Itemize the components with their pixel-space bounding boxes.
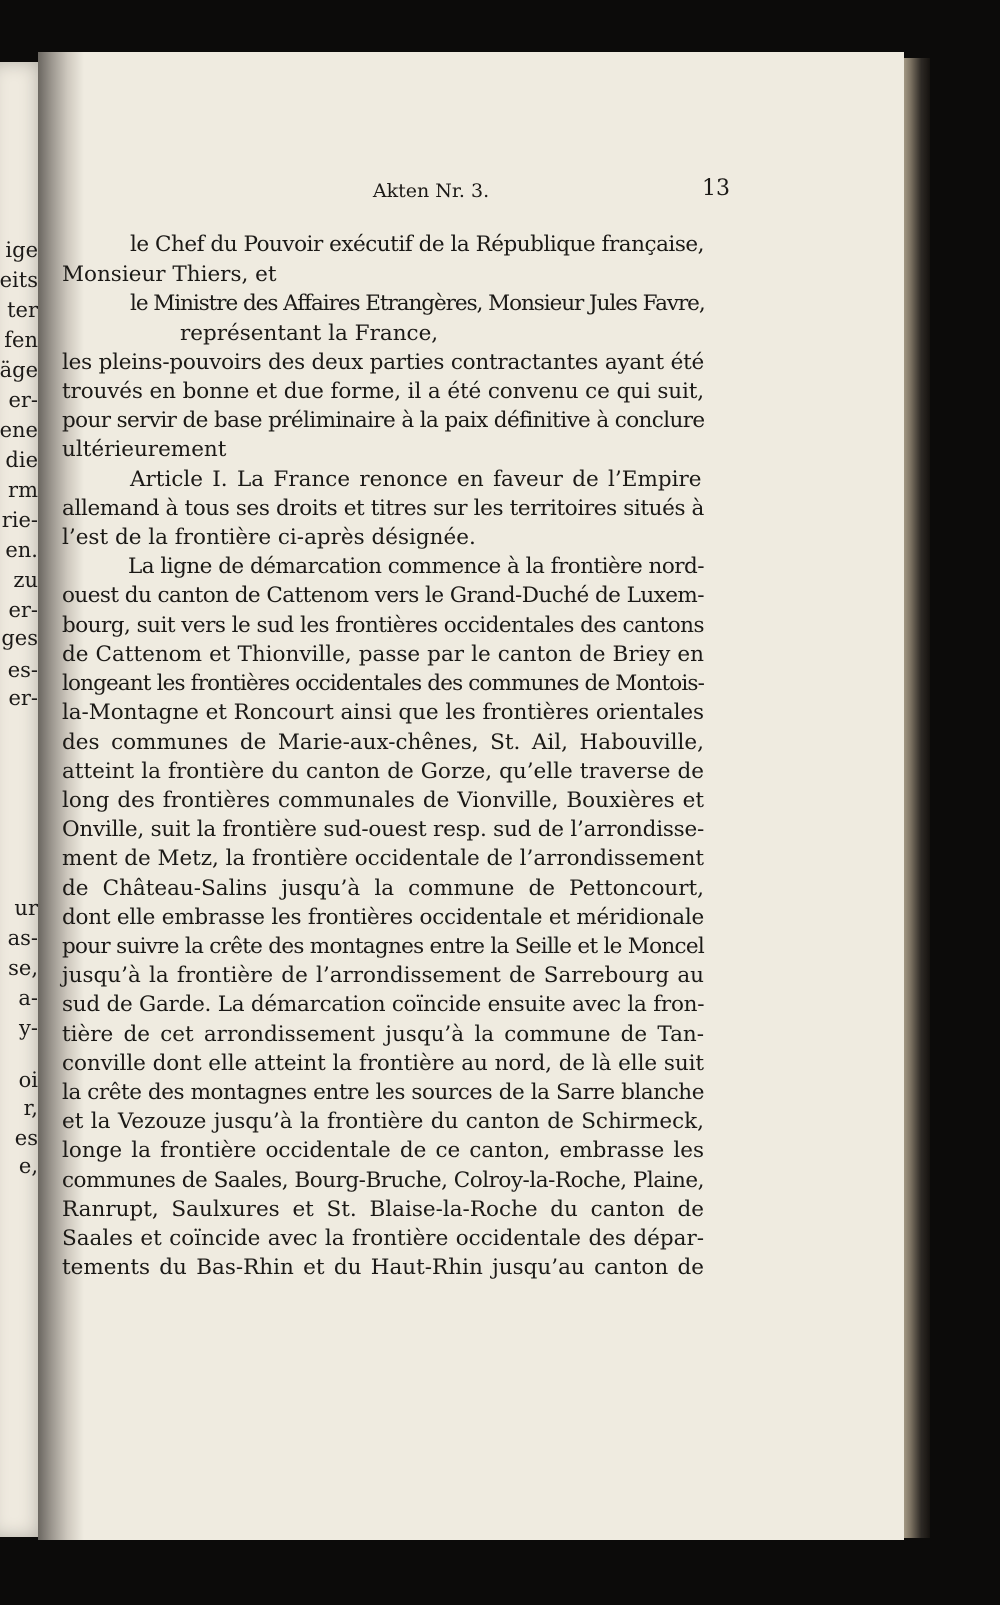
facing-page-fragment: die: [5, 448, 38, 472]
text-line: trouvés en bonne et due forme, il a été convenu ce qui suit,: [62, 379, 704, 404]
facing-page-fragment: er-: [8, 598, 38, 622]
text-line: Monsieur Thiers, et: [62, 262, 277, 287]
text-line: tements du Bas-Rhin et du Haut-Rhin jusqu’au canton de: [62, 1255, 704, 1280]
facing-page-fragment: e,: [18, 1154, 38, 1178]
facing-page-fragment: eits: [0, 268, 38, 292]
facing-page-fragment: as-: [7, 926, 38, 950]
text-line: pour servir de base préliminaire à la paix définitive à conclure: [62, 408, 705, 433]
text-line: long des frontières communales de Vionville, Bouxières et: [62, 788, 704, 813]
facing-page-fragment: ene: [0, 418, 38, 442]
text-line: l’est de la frontière ci-après désignée.: [62, 525, 476, 550]
text-line: jusqu’à la frontière de l’arrondissement de Sarrebourg au: [62, 963, 704, 988]
book-page: [38, 52, 904, 1540]
text-line: longe la frontière occidentale de ce canton, embrasse les: [62, 1138, 704, 1163]
facing-page-fragment: ter: [7, 298, 38, 322]
text-line: dont elle embrasse les frontières occidentale et méridionale: [62, 905, 704, 930]
text-line: Article I. La France renonce en faveur de l’Empire: [130, 467, 702, 492]
text-line: Saales et coïncide avec la frontière occidentale des dépar-: [62, 1226, 704, 1251]
text-line: ultérieurement: [62, 437, 227, 462]
facing-page-fragment: fen: [4, 328, 38, 352]
text-line: de Cattenom et Thionville, passe par le canton de Briey en: [62, 642, 704, 667]
text-line: La ligne de démarcation commence à la frontière nord-: [128, 554, 704, 579]
text-line: le Ministre des Affaires Etrangères, Monsieur Jules Favre,: [130, 291, 705, 316]
text-line: bourg, suit vers le sud les frontières occidentales des cantons: [62, 613, 704, 638]
text-line: atteint la frontière du canton de Gorze, qu’elle traverse de: [62, 759, 704, 784]
facing-page-fragment: ur: [14, 896, 38, 920]
text-line: pour suivre la crête des montagnes entre la Seille et le Moncel: [62, 934, 705, 959]
facing-page-fragment: ges: [1, 626, 38, 650]
text-line: et la Vezouze jusqu’à la frontière du canton de Schirmeck,: [62, 1109, 704, 1134]
text-line: ouest du canton de Cattenom vers le Grand-Duché de Luxem-: [62, 583, 704, 608]
facing-page-fragment: ige: [5, 238, 38, 262]
text-line: la crête des montagnes entre les sources de la Sarre blanche: [62, 1080, 704, 1105]
text-line: de Château-Salins jusqu’à la commune de Pettoncourt,: [62, 876, 704, 901]
text-line: Ranrupt, Saulxures et St. Blaise-la-Roche du canton de: [62, 1197, 704, 1222]
text-line: représentant la France,: [180, 321, 439, 346]
facing-page-fragment: er-: [8, 388, 38, 412]
facing-page-fragment: äge: [0, 358, 38, 382]
text-line: la-Montagne et Roncourt ainsi que les frontières orientales: [62, 700, 704, 725]
text-line: allemand à tous ses droits et titres sur les territoires situés à: [62, 496, 704, 521]
facing-page-fragment: rie-: [1, 508, 38, 532]
facing-page-fragment: oi: [18, 1068, 38, 1092]
text-line: le Chef du Pouvoir exécutif de la République française,: [130, 232, 704, 257]
facing-page-fragment: er-: [8, 686, 38, 710]
facing-page-fragment: se,: [8, 956, 38, 980]
text-line: sud de Garde. La démarcation coïncide ensuite avec la fron-: [62, 992, 705, 1017]
facing-page-fragment: zu: [13, 568, 38, 592]
text-line: longeant les frontières occidentales des communes de Montois-: [62, 671, 704, 696]
text-line: ment de Metz, la frontière occidentale de l’arrondissement: [62, 846, 704, 871]
facing-page-fragment: y-: [19, 1016, 38, 1040]
page-number: 13: [702, 176, 730, 201]
book-edge: [900, 58, 930, 1538]
facing-page-fragment: a-: [18, 986, 38, 1010]
facing-page-fragment: es: [14, 1126, 38, 1150]
facing-page-fragment: en.: [5, 538, 38, 562]
text-line: conville dont elle atteint la frontière au nord, de là elle suit: [62, 1051, 704, 1076]
text-line: des communes de Marie-aux-chênes, St. Ail, Habouville,: [62, 730, 704, 755]
text-line: communes de Saales, Bourg-Bruche, Colroy-la-Roche, Plaine,: [62, 1168, 704, 1193]
facing-page-fragment: es-: [7, 658, 38, 682]
facing-page-fragment: r,: [23, 1096, 38, 1120]
facing-page-fragment: rm: [8, 478, 38, 502]
text-line: tière de cet arrondissement jusqu’à la commune de Tan-: [62, 1022, 704, 1047]
text-line: Onville, suit la frontière sud-ouest resp. sud de l’arrondisse-: [62, 817, 704, 842]
text-line: les pleins-pouvoirs des deux parties contractantes ayant été: [62, 350, 704, 375]
running-head: Akten Nr. 3.: [372, 180, 490, 202]
page-header: [38, 176, 904, 206]
